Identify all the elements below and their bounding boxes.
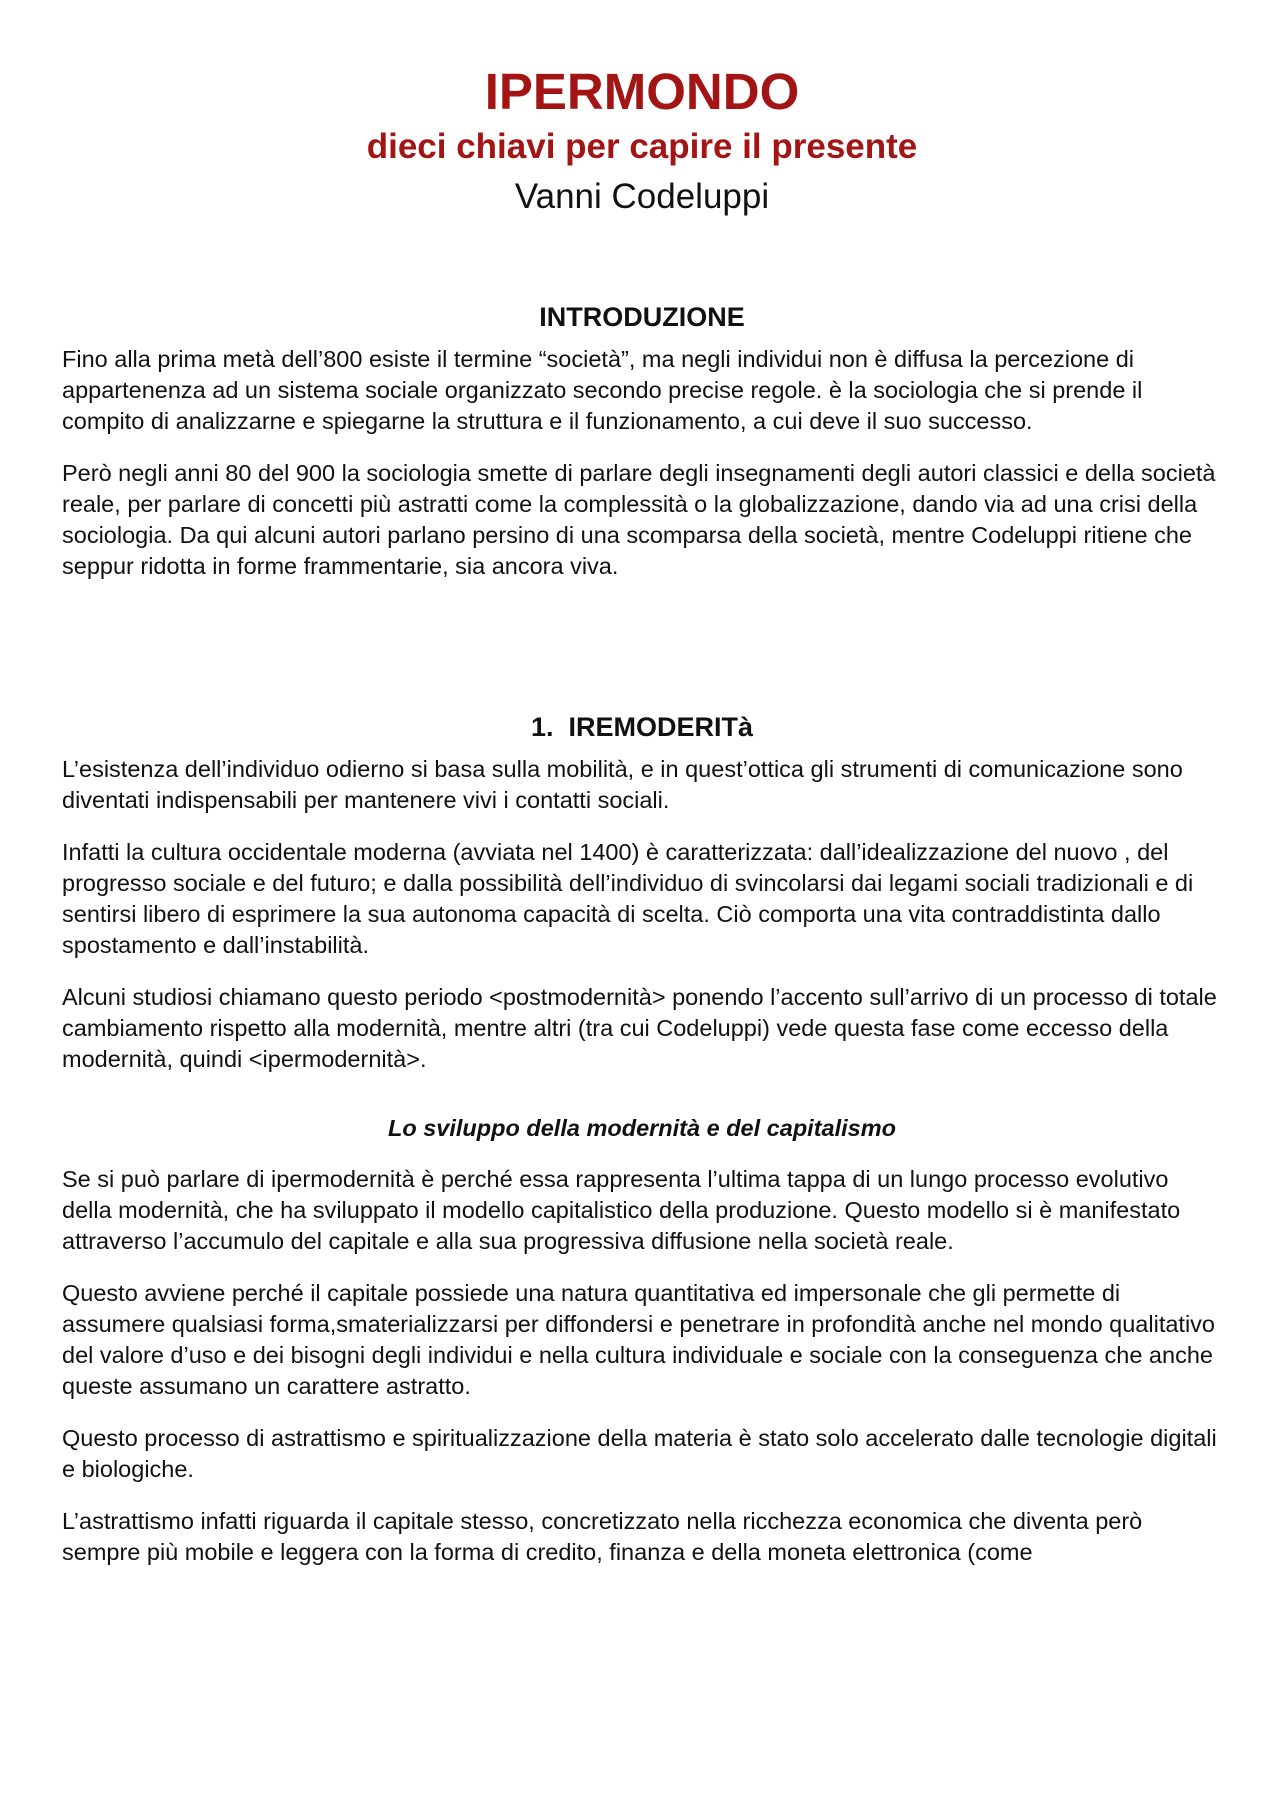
introduction-paragraph: Fino alla prima metà dell’800 esiste il termine “società”, ma negli individui non è diffusa la percezione di appartenenza ad un sistema sociale organizzato secondo precise regole. è la sociologia che si prende il compito di analizzarne e spiegarne la struttura e il funzionamento, a cui deve il suo successo.: [62, 346, 1143, 434]
subsection-paragraph: L’astrattismo infatti riguarda il capitale stesso, concretizzato nella ricchezza economica che diventa però sempre più mobile e leggera con la forma di credito, finanza e della moneta elettronica (come: [62, 1508, 1143, 1565]
introduction-paragraph: Però negli anni 80 del 900 la sociologia smette di parlare degli insegnamenti degli autori classici e della società reale, per parlare di concetti più astratti come la complessità o la globalizzazione, dando via ad una crisi della sociologia. Da qui alcuni autori parlano persino di una scomparsa della società, mentre Codeluppi ritiene che seppur ridotta in forme frammentarie, sia ancora viva.: [62, 460, 1216, 579]
document-title: IPERMONDO: [484, 63, 800, 120]
introduction-heading: INTRODUZIONE: [539, 302, 745, 332]
subsection-paragraph: Questo avviene perché il capitale possiede una natura quantitativa ed impersonale che gli permette di assumere qualsiasi forma,smaterializzarsi per diffondersi e penetrare in profondità anche nel mondo qualitativo del valore d’uso e dei bisogni degli individui e nella cultura individuale e sociale con la conseguenza che anche queste assumano un carattere astratto.: [62, 1280, 1215, 1399]
subsection-paragraph: Se si può parlare di ipermodernità è perché essa rappresenta l’ultima tappa di un lungo processo evolutivo della modernità, che ha sviluppato il modello capitalistico della produzione. Questo modello si è manifestato attraverso l’accumulo del capitale e alla sua progressiva diffusione nella società reale.: [62, 1166, 1181, 1254]
subsection-heading: Lo sviluppo della modernità e del capitalismo: [388, 1115, 896, 1141]
chapter-1-paragraph: Alcuni studiosi chiamano questo periodo <postmodernità> ponendo l’accento sull’arrivo di un processo di totale cambiamento rispetto alla modernità, mentre altri (tra cui Codeluppi) vede questa fase come eccesso della modernità, quindi <ipermodernità>.: [62, 984, 1217, 1072]
document-subtitle: dieci chiavi per capire il presente: [366, 127, 918, 166]
document-author: Vanni Codeluppi: [514, 177, 770, 216]
subsection-paragraph: Questo processo di astrattismo e spiritualizzazione della materia è stato solo accelerato dalle tecnologie digitali e biologiche.: [62, 1425, 1217, 1482]
chapter-1-heading: 1. IREMODERITà: [530, 712, 754, 742]
chapter-1-paragraph: L’esistenza dell’individuo odierno si basa sulla mobilità, e in quest’ottica gli strumenti di comunicazione sono diventati indispensabili per mantenere vivi i contatti sociali.: [62, 756, 1183, 813]
chapter-1-paragraph: Infatti la cultura occidentale moderna (avviata nel 1400) è caratterizzata: dall’idealizzazione del nuovo , del progresso sociale e del futuro; e dalla possibilità dell’individuo di svincolarsi dai legami sociali tradizionali e di sentirsi libero di esprimere la sua autonoma capacità di scelta. Ciò comporta una vita contraddistinta dallo spostamento e dall’instabilità.: [62, 839, 1194, 958]
